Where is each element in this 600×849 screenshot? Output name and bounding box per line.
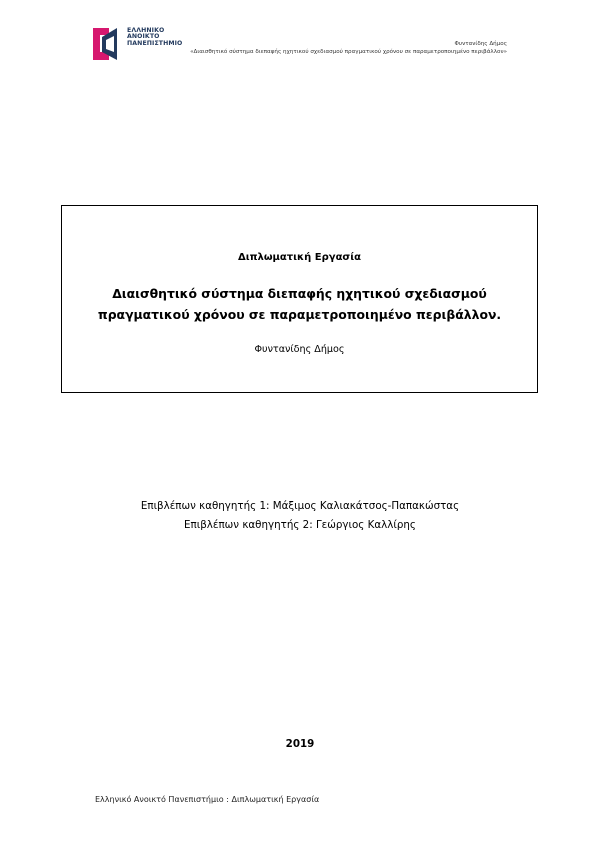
logo-line: ΠΑΝΕΠΙΣΤΗΜΙΟ xyxy=(127,39,183,47)
supervisor-1: Επιβλέπων καθηγητής 1: Μάξιμος Καλιακάτσος-Παπακώστας xyxy=(140,500,460,512)
page-footer: Ελληνικό Ανοικτό Πανεπιστήμιο : Διπλωματική Εργασία xyxy=(95,795,320,804)
logo-line: ΑΝΟΙΚΤΟ xyxy=(127,33,160,41)
thesis-label: Διπλωματική Εργασία xyxy=(237,252,361,263)
university-logo xyxy=(93,28,182,60)
thesis-author: Φυντανίδης Δήμος xyxy=(254,344,345,355)
logo-line: ΕΛΛΗΝΙΚΟ xyxy=(127,27,165,34)
running-header xyxy=(190,41,507,56)
thesis-title xyxy=(82,283,517,325)
year: 2019 xyxy=(285,738,315,750)
thesis-title-line: πραγματικού χρόνου σε παραμετροποιημένο περιβάλλον. xyxy=(97,307,502,322)
title-box xyxy=(61,205,538,393)
logo-text xyxy=(127,28,182,47)
thesis-title-line: Διαισθητικό σύστημα διεπαφής ηχητικού σχεδιασμού xyxy=(112,286,487,301)
supervisor-2: Επιβλέπων καθηγητής 2: Γεώργιος Καλλίρης xyxy=(184,519,416,531)
eap-logo-icon xyxy=(93,28,123,60)
supervisors-block xyxy=(0,497,600,535)
header-title: «Διαισθητικό σύστημα διεπαφής ηχητικού σχεδιασμού πραγματικού χρόνου σε παραμετροποιημένο περιβάλλον» xyxy=(190,48,507,55)
header-author: Φυντανίδης Δήμος xyxy=(454,41,507,47)
